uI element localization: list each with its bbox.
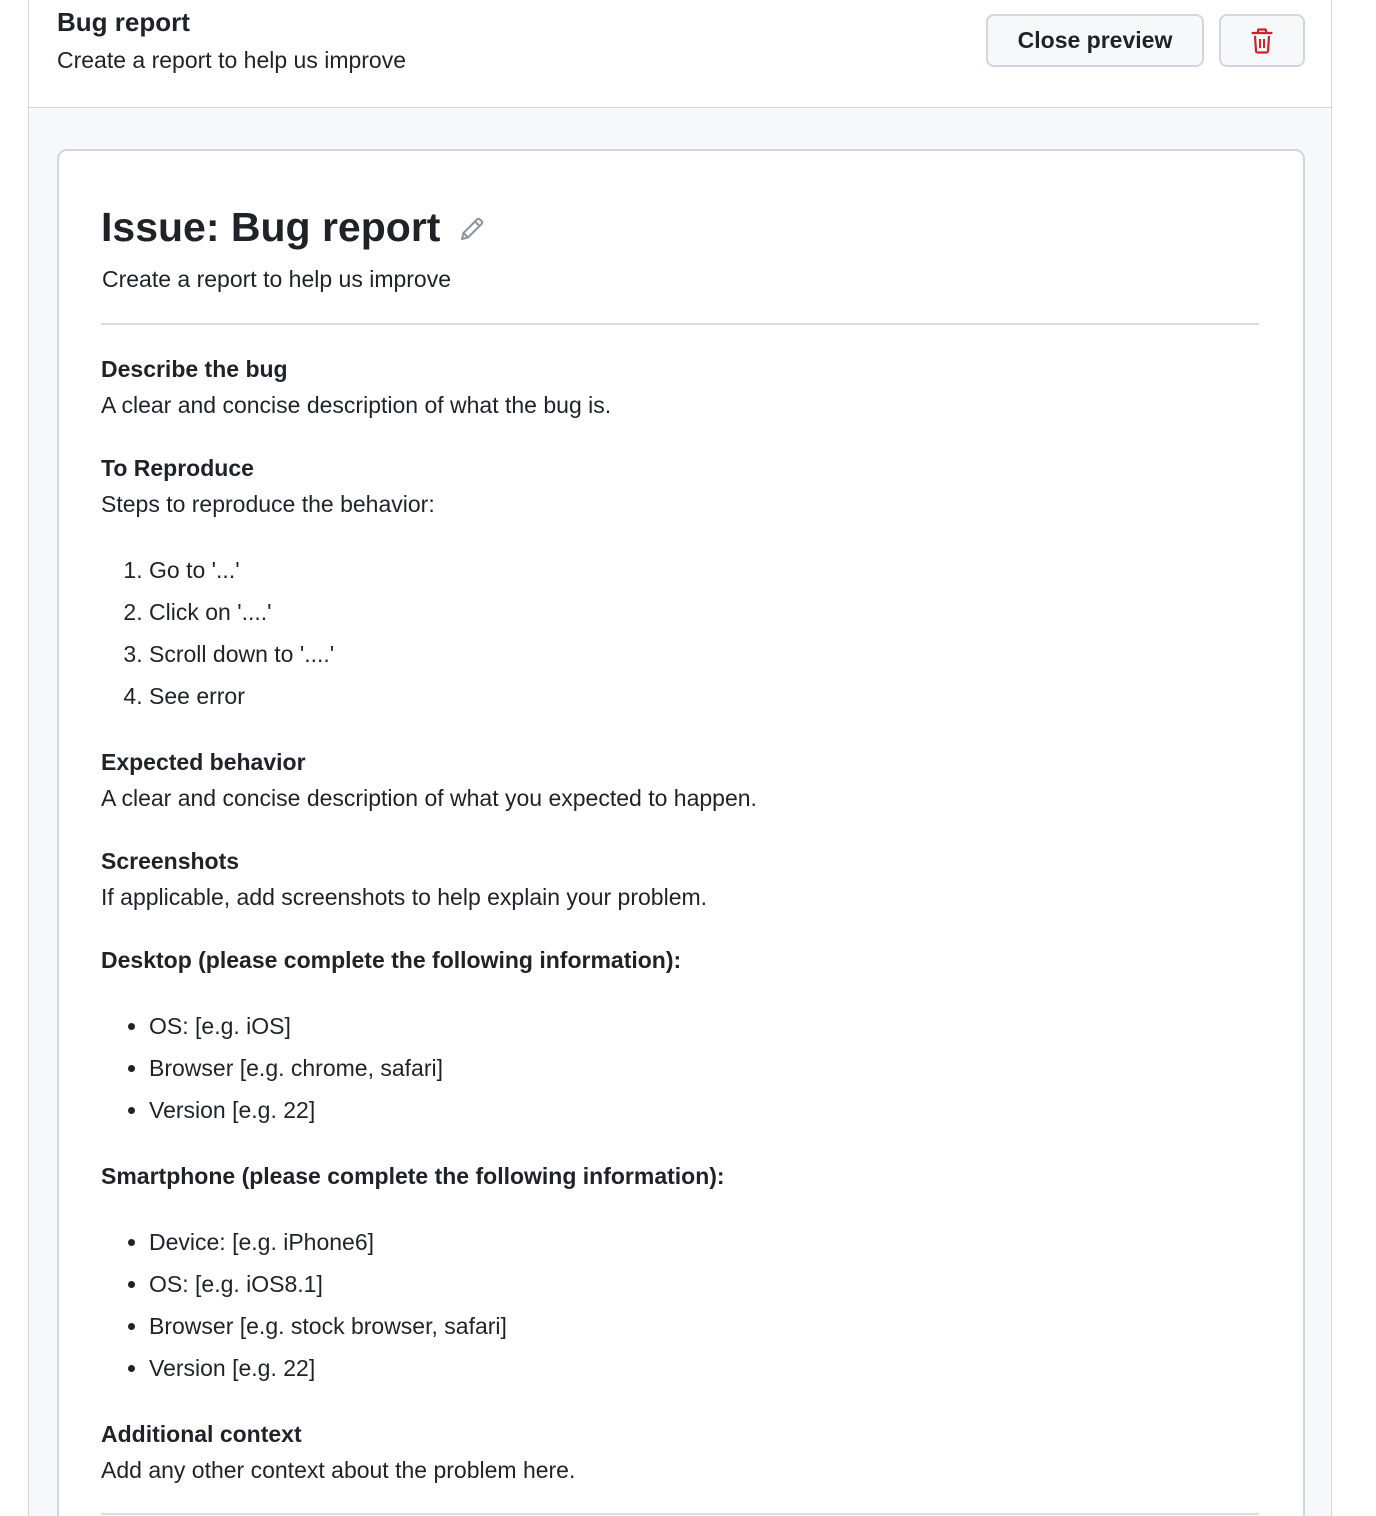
title-divider [101,323,1259,325]
section-heading: Smartphone (please complete the following information): [101,1163,725,1189]
footer-divider [101,1513,1259,1515]
preview-header [29,0,1331,108]
issue-body [101,351,1259,1515]
section-heading: Desktop (please complete the following information): [101,947,682,973]
issue-title: Issue: Bug report [101,204,441,250]
section-text: Add any other context about the problem here. [101,1457,576,1483]
section-text: A clear and concise description of what you expected to happen. [101,785,757,811]
section-heading: Screenshots [101,848,240,874]
list-item: 4. See error [149,675,1259,717]
section-heading: Expected behavior [101,749,306,775]
list-item: • Version [e.g. 22] [149,1089,1259,1131]
close-preview-button[interactable]: Close preview [986,14,1204,67]
reproduce-steps-list [101,549,1259,717]
list-item: 1. Go to '...' [149,549,1259,591]
section-heading: Describe the bug [101,356,288,382]
pencil-icon[interactable] [458,215,486,243]
list-item: • Device: [e.g. iPhone6] [149,1221,1259,1263]
section-expected [101,744,1259,816]
section-text: Steps to reproduce the behavior: [101,491,435,517]
issue-preview-card [57,149,1305,1516]
template-name: Bug report [57,7,190,37]
list-item: 3. Scroll down to '....' [149,633,1259,675]
template-description: Create a report to help us improve [57,47,407,73]
section-desktop [101,942,1259,1131]
section-text: If applicable, add screenshots to help explain your problem. [101,884,708,910]
list-item: • OS: [e.g. iOS8.1] [149,1263,1259,1305]
list-item: • Browser [e.g. stock browser, safari] [149,1305,1259,1347]
section-describe [101,351,1259,423]
list-item: 2. Click on '....' [149,591,1259,633]
section-heading: To Reproduce [101,455,254,481]
list-item: • OS: [e.g. iOS] [149,1005,1259,1047]
section-text: A clear and concise description of what the bug is. [101,392,612,418]
section-smartphone [101,1158,1259,1389]
section-screenshots [101,843,1259,915]
smartphone-info-list [101,1221,1259,1389]
template-preview-page [28,0,1332,1516]
issue-title-row [101,201,486,253]
trash-icon [1251,28,1273,54]
issue-subtitle: Create a report to help us improve [102,266,452,292]
list-item: • Browser [e.g. chrome, safari] [149,1047,1259,1089]
desktop-info-list [101,1005,1259,1131]
list-item: • Version [e.g. 22] [149,1347,1259,1389]
delete-template-button[interactable] [1219,14,1305,67]
section-heading: Additional context [101,1421,302,1447]
section-additional [101,1416,1259,1488]
section-reproduce [101,450,1259,717]
